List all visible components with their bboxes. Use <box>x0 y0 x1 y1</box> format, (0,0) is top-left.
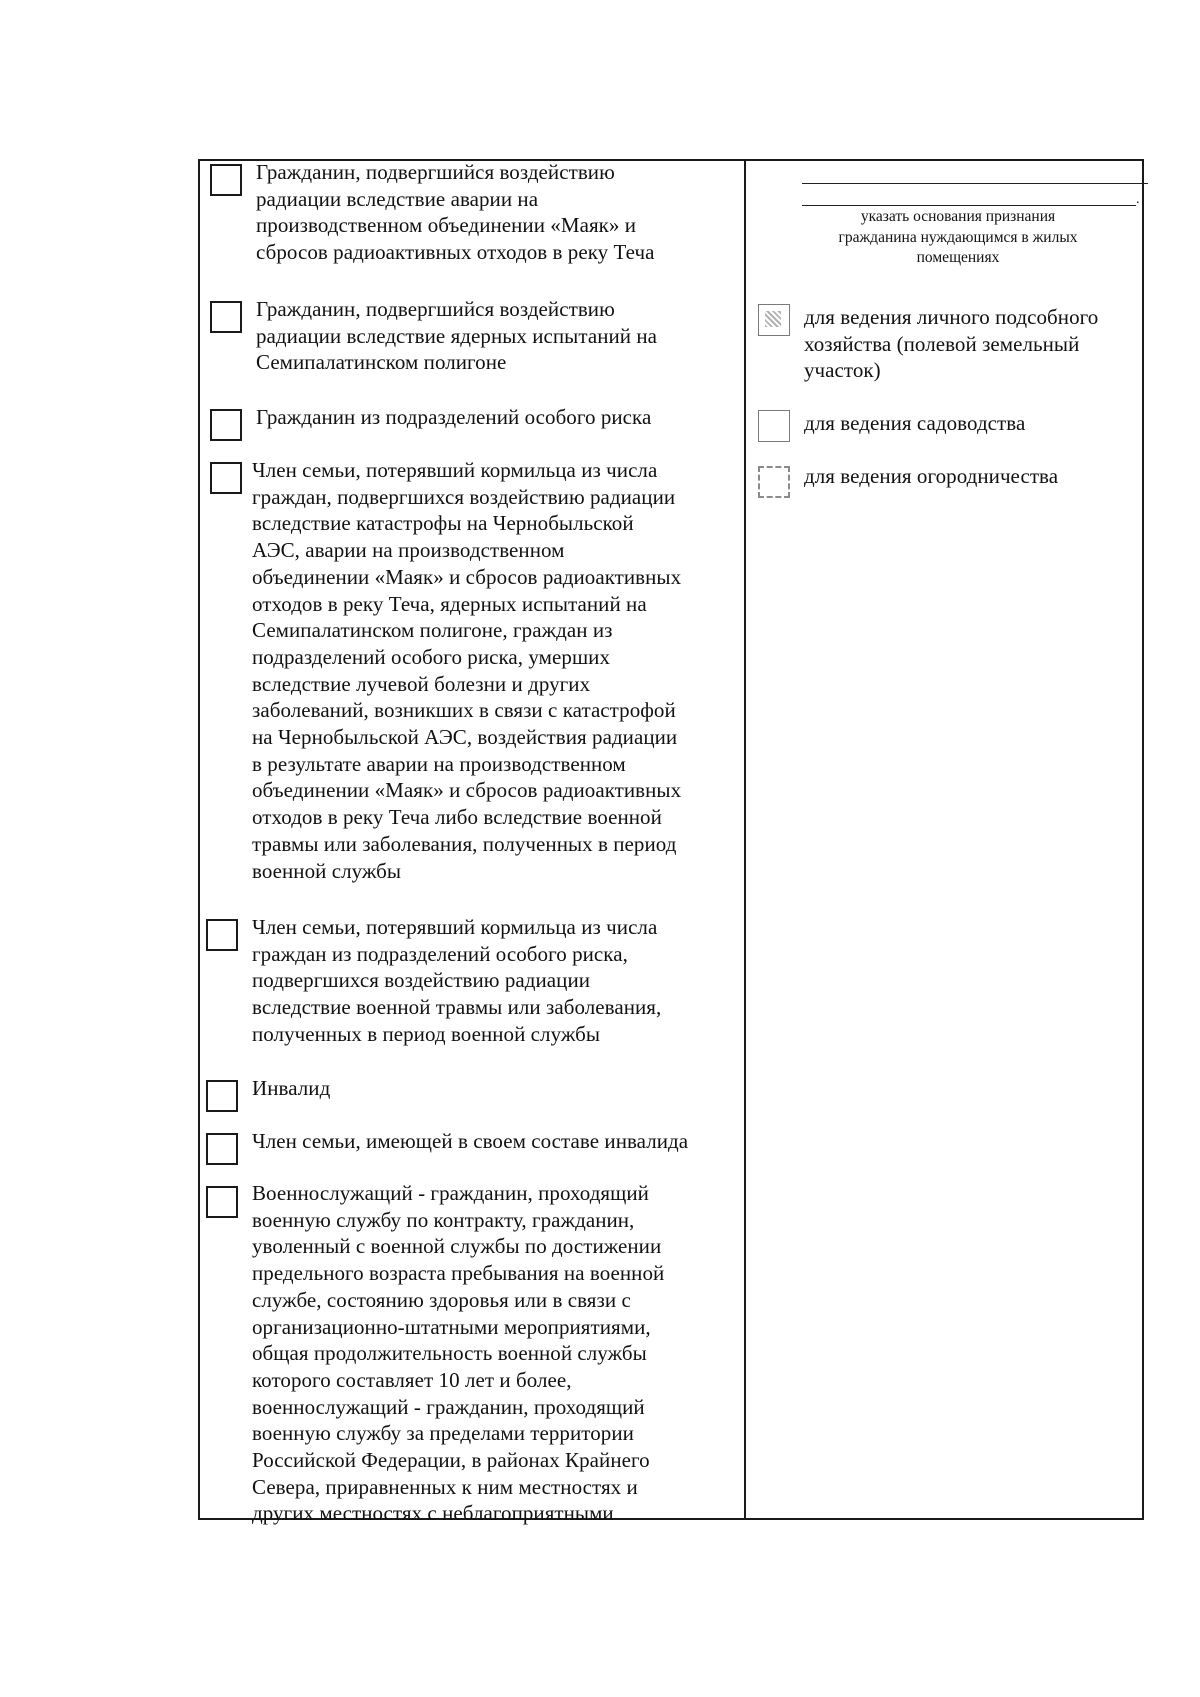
option-special-risk-units: Гражданин из подразделений особого риска <box>256 405 652 429</box>
checkbox-personal-farming[interactable] <box>758 304 790 336</box>
checkbox-mayak-radiation[interactable] <box>210 164 242 196</box>
checkbox-family-lost-breadwinner-special-risk[interactable] <box>206 919 238 951</box>
option-horticulture: для ведения садоводства <box>804 411 1026 435</box>
option-disabled-person: Инвалид <box>252 1076 331 1100</box>
checkbox-special-risk-units[interactable] <box>210 409 242 441</box>
option-military-serviceman: Военнослужащий - гражданин, проходящий военную службу по контракту, гражданин, уволенный с военной службы по достижении предельного возраста пребывания на военной службе, состоянию здоровья или в связи с организационно-штатными мероприятиями, общая продолжительность военной службы которого составляет 10 лет и более, военнослужащий - гражданин, проходящий военную службу за пределами территории Российской Федерации, в районах Крайнего Севера, приравненных к ним местностях и других местностях с неблагоприятными <box>252 1181 665 1526</box>
option-family-with-disabled: Член семьи, имеющей в своем составе инвалида <box>252 1129 689 1153</box>
checkbox-gardening[interactable] <box>758 466 790 498</box>
option-semipalatinsk-tests: Гражданин, подвергшийся воздействию радиации вследствие ядерных испытаний на Семипалатинском полигоне <box>256 297 658 375</box>
option-gardening: для ведения огородничества <box>804 464 1059 488</box>
housing-grounds-line-2[interactable] <box>802 205 1136 206</box>
option-family-lost-breadwinner-radiation: Член семьи, потерявший кормильца из числа граждан, подвергшихся воздействию радиации вследствие катастрофы на Чернобыльской АЭС, аварии на производственном объединении «Маяк» и сбросов радиоактивных отходов в реку Теча, ядерных испытаний на Семипалатинском полигоне, граждан из подразделений особого риска, умерших вследствие лучевой болезни и других заболеваний, возникших в связи с катастрофой на Чернобыльской АЭС, воздействия радиации в результате аварии на производственном объединении «Маяк» и сбросов радиоактивных отходов в реку Теча либо вследствие военной травмы или заболевания, полученных в период военной службы <box>252 458 682 883</box>
column-divider <box>744 159 746 1520</box>
checkbox-horticulture[interactable] <box>758 410 790 442</box>
option-mayak-radiation: Гражданин, подвергшийся воздействию радиации вследствие аварии на производственном объединении «Маяк» и сбросов радиоактивных отходов в реку Теча <box>256 160 655 265</box>
line-end-mark: . <box>1136 192 1140 207</box>
checkbox-disabled-person[interactable] <box>206 1080 238 1112</box>
option-family-lost-breadwinner-special-risk: Член семьи, потерявший кормильца из числа граждан из подразделений особого риска, подвергшихся воздействию радиации вследствие военной травмы или заболевания, полученных в период военной службы <box>252 915 662 1046</box>
checkbox-military-serviceman[interactable] <box>206 1186 238 1218</box>
checkbox-family-with-disabled[interactable] <box>206 1133 238 1165</box>
checkbox-family-lost-breadwinner-radiation[interactable] <box>210 462 242 494</box>
option-personal-farming: для ведения личного подсобного хозяйства (полевой земельный участок) <box>804 305 1099 382</box>
housing-grounds-caption: указать основания признания гражданина нуждающимся в жилых помещениях <box>838 208 1078 266</box>
checkbox-semipalatinsk-tests[interactable] <box>210 301 242 333</box>
housing-grounds-line-1[interactable] <box>802 183 1148 184</box>
